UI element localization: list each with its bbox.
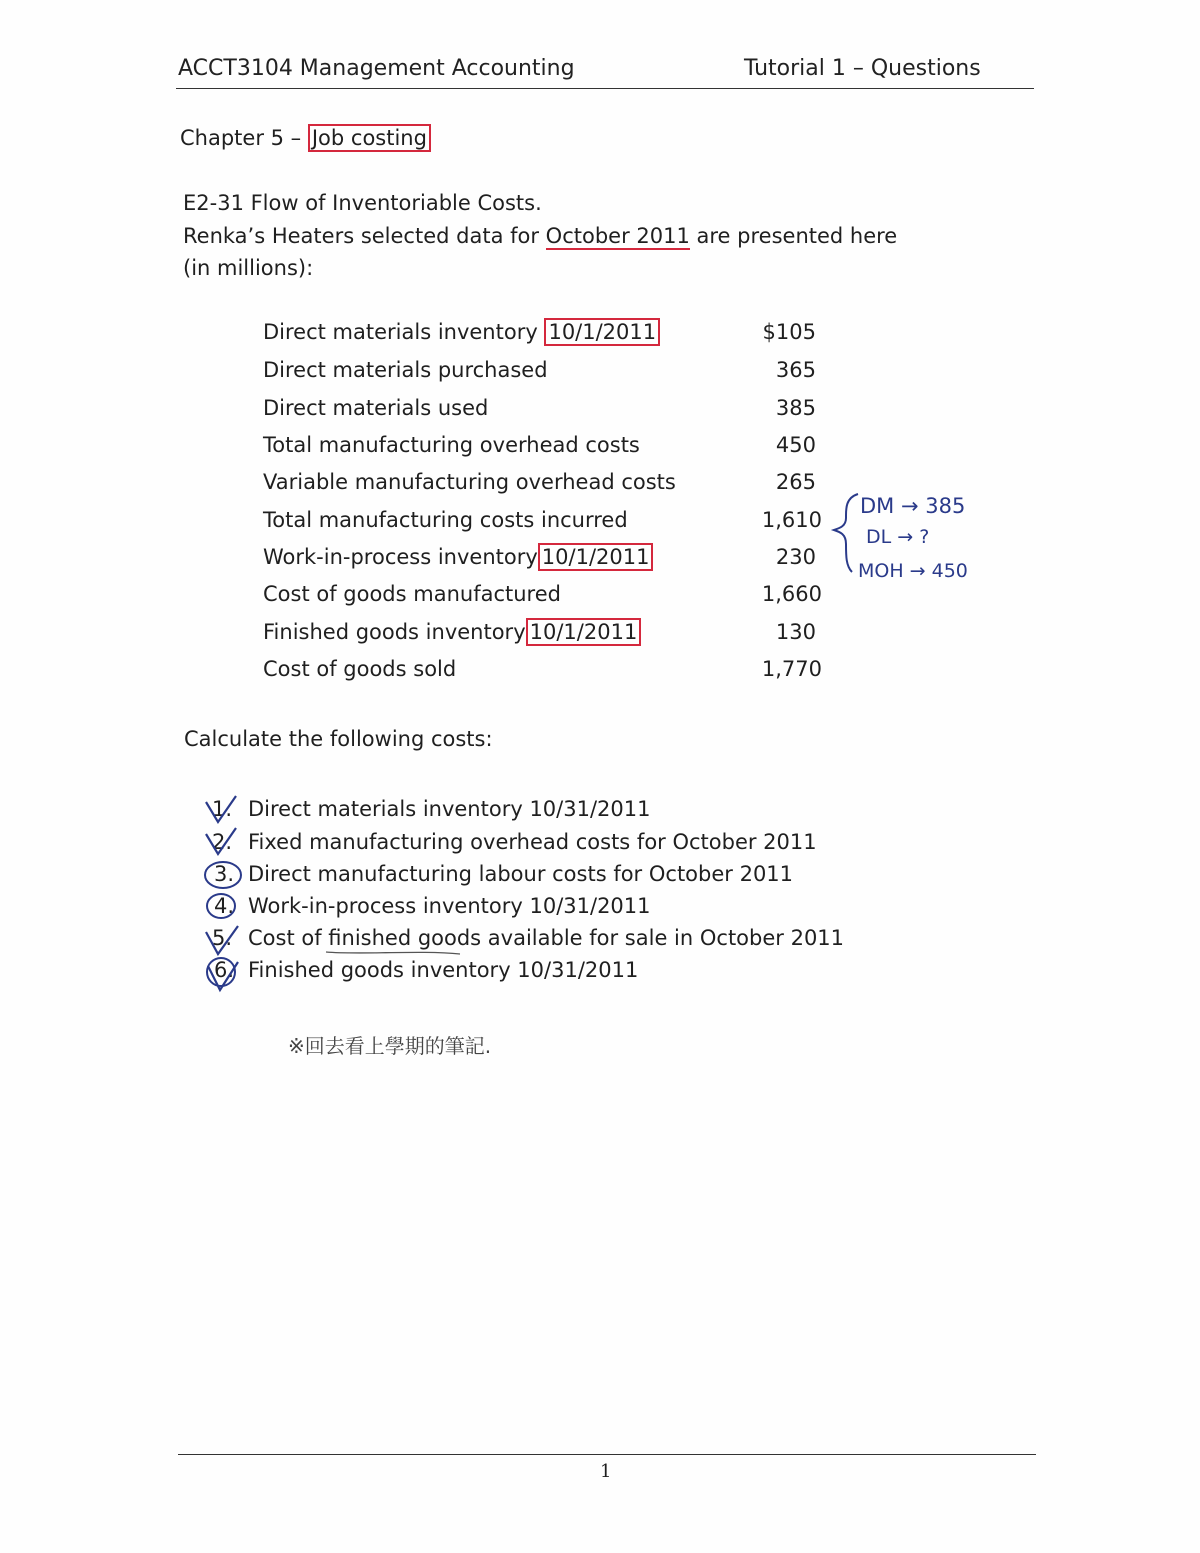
table-row-value: 365	[775, 358, 816, 382]
question-text: Work-in-process inventory 10/31/2011	[248, 894, 651, 918]
table-row-label: Total manufacturing costs incurred	[263, 508, 628, 532]
chapter-prefix: Chapter 5 –	[180, 126, 302, 150]
table-row-label: Direct materials purchased	[263, 358, 548, 382]
course-title: ACCT3104 Management Accounting	[178, 56, 575, 81]
table-row-value: 265	[775, 470, 816, 494]
question-number: 1.	[212, 797, 233, 821]
underline-mark	[326, 952, 460, 954]
table-row-value: $105	[762, 320, 816, 344]
question-number: 6.	[214, 958, 235, 982]
intro-part-c: are presented here	[689, 224, 898, 248]
table-row-label: Cost of goods sold	[263, 657, 457, 681]
check-mark-icon	[206, 796, 236, 822]
table-row-value: 450	[775, 433, 816, 457]
note-moh: MOH → 450	[858, 560, 968, 582]
question-number: 4.	[214, 894, 235, 918]
calc-prompt: Calculate the following costs:	[184, 727, 493, 751]
intro-period: October 2011	[545, 224, 690, 248]
table-row-value: 385	[775, 396, 816, 420]
table-row-label: Total manufacturing overhead costs	[263, 433, 640, 457]
date-highlight: 10/1/2011	[526, 618, 642, 646]
handwritten-chinese-note: ※回去看上學期的筆記.	[288, 1034, 492, 1058]
date-highlight: 10/1/2011	[538, 543, 654, 571]
table-row-label: Direct materials inventory 10/1/2011	[263, 320, 660, 344]
table-row-value: 130	[775, 620, 816, 644]
question-text: Cost of finished goods available for sale in October 2011	[248, 926, 845, 950]
question-number: 3.	[214, 862, 235, 886]
circle-mark-icon	[205, 862, 241, 888]
note-dl: DL → ?	[866, 526, 930, 548]
table-row-value: 1,610	[761, 508, 822, 532]
intro-part-a: Renka’s Heaters selected data for	[183, 224, 546, 248]
exercise-intro-line2: (in millions):	[183, 256, 314, 280]
check-mark-icon	[206, 926, 238, 954]
check-mark-icon	[206, 828, 236, 854]
footer-rule	[178, 1454, 1036, 1455]
chapter-topic: Job costing	[308, 124, 431, 152]
circle-mark-icon	[207, 894, 235, 918]
table-row-value: 230	[775, 545, 816, 569]
question-number: 5.	[212, 926, 233, 950]
question-text: Finished goods inventory 10/31/2011	[248, 958, 639, 982]
note-dm: DM → 385	[860, 494, 966, 518]
table-row-label: Variable manufacturing overhead costs	[263, 470, 676, 494]
table-row-value: 1,770	[761, 657, 822, 681]
question-text: Direct manufacturing labour costs for October 2011	[248, 862, 794, 886]
page-number: 1	[600, 1461, 612, 1482]
question-text: Direct materials inventory 10/31/2011	[248, 797, 651, 821]
date-highlight: 10/1/2011	[544, 318, 660, 346]
table-row-label: Work-in-process inventory 10/1/2011	[263, 545, 653, 569]
table-row-label: Cost of goods manufactured	[263, 582, 561, 606]
table-row-label: Direct materials used	[263, 396, 489, 420]
question-number: 2.	[212, 830, 233, 854]
table-row-label: Finished goods inventory 10/1/2011	[263, 620, 641, 644]
table-row-value: 1,660	[761, 582, 822, 606]
exercise-title: E2-31 Flow of Inventoriable Costs.	[183, 191, 542, 215]
tutorial-title: Tutorial 1 – Questions	[744, 56, 981, 81]
question-text: Fixed manufacturing overhead costs for October 2011	[248, 830, 817, 854]
